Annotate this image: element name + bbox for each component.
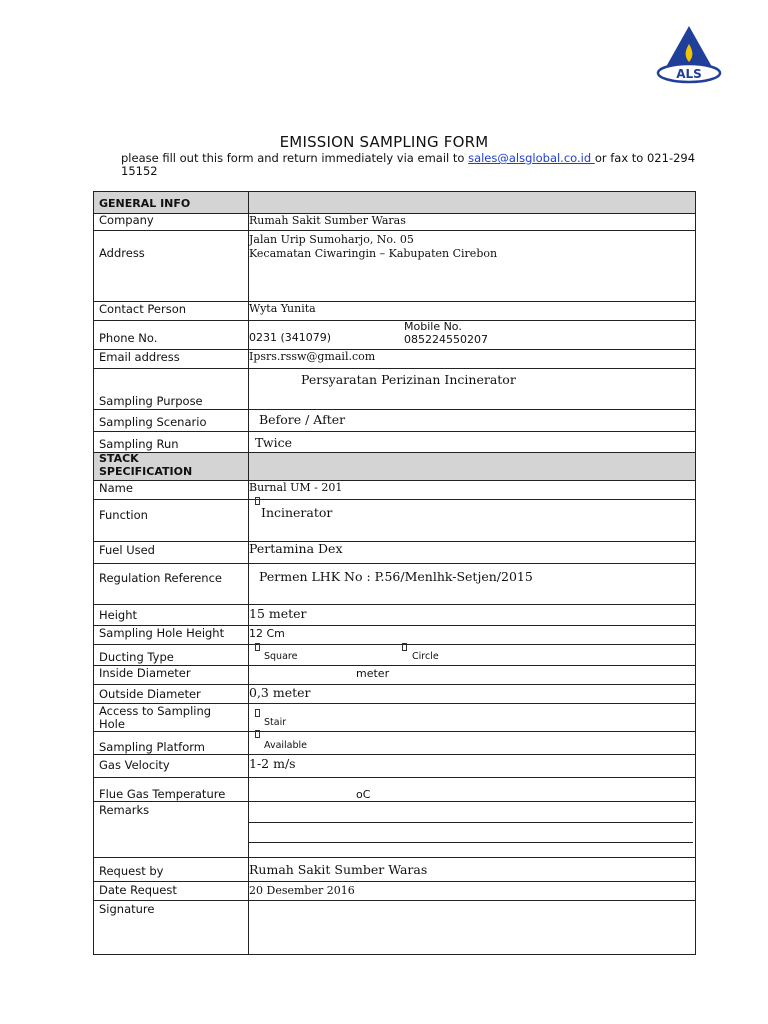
access-value: Stair [264, 717, 287, 728]
height-value[interactable]: 15 meter [249, 606, 307, 621]
sampling-scenario-label: Sampling Scenario [99, 415, 207, 429]
outside-diameter-label: Outside Diameter [99, 687, 201, 701]
platform-available-checkbox[interactable] [255, 730, 260, 738]
logo-text: ALS [676, 67, 702, 81]
inside-diameter-label: Inside Diameter [99, 666, 191, 680]
divider [94, 320, 695, 321]
request-by-value[interactable]: Rumah Sakit Sumber Waras [249, 862, 428, 877]
gas-velocity-label: Gas Velocity [99, 758, 170, 772]
ducting-type-label: Ducting Type [99, 650, 174, 664]
date-request-value[interactable]: 20 Desember 2016 [249, 884, 355, 897]
platform-value: Available [264, 740, 308, 751]
remarks-label: Remarks [99, 803, 150, 817]
divider [94, 230, 695, 231]
ducting-circle-checkbox[interactable] [402, 643, 407, 651]
remarks-line [249, 822, 693, 823]
height-label: Height [99, 608, 138, 622]
ducting-circle-label: Circle [412, 651, 439, 662]
name-label: Name [99, 481, 133, 495]
address-label: Address [99, 246, 145, 260]
divider [94, 563, 695, 564]
divider [94, 409, 695, 410]
intro-after: or fax to 021-294 15152 [121, 151, 696, 178]
sampling-purpose-value[interactable]: Persyaratan Perizinan Incinerator [301, 372, 516, 387]
flue-gas-temp-label: Flue Gas Temperature [99, 787, 226, 801]
date-request-label: Date Request [99, 883, 177, 897]
company-value[interactable]: Rumah Sakit Sumber Waras [249, 214, 406, 227]
divider [94, 480, 695, 481]
regulation-value[interactable]: Permen LHK No : P.56/Menlhk-Setjen/2015 [259, 569, 533, 584]
mobile-value[interactable]: 085224550207 [404, 333, 488, 346]
divider [94, 857, 695, 858]
contact-person-value[interactable]: Wyta Yunita [249, 302, 316, 315]
address-line2[interactable]: Kecamatan Ciwaringin – Kabupaten Cirebon [249, 247, 498, 260]
als-logo [656, 24, 722, 84]
divider [94, 731, 695, 732]
function-value[interactable]: Incinerator [261, 505, 333, 520]
sampling-run-label: Sampling Run [99, 437, 179, 451]
divider [94, 801, 695, 802]
ducting-square-label: Square [264, 651, 298, 662]
divider [94, 754, 695, 755]
divider [94, 777, 695, 778]
gas-velocity-value[interactable]: 1-2 m/s [249, 756, 296, 771]
access-stair-checkbox[interactable] [255, 709, 260, 717]
divider [94, 644, 695, 645]
email-label: Email address [99, 350, 180, 364]
divider [94, 431, 695, 432]
name-value[interactable]: Burnal UM - 201 [249, 481, 343, 494]
divider [94, 349, 695, 350]
sales-email-link[interactable]: sales@alsglobal.co.id [468, 151, 595, 165]
divider [94, 881, 695, 882]
fuel-used-label: Fuel Used [99, 543, 155, 557]
company-label: Company [99, 213, 154, 227]
intro-text [121, 152, 711, 178]
signature-label: Signature [99, 902, 155, 916]
phone-value[interactable]: 0231 (341079) [249, 331, 332, 344]
divider [94, 900, 695, 901]
mobile-label: Mobile No. [404, 320, 462, 333]
hole-height-label: Sampling Hole Height [99, 626, 225, 640]
sampling-form [93, 191, 696, 955]
intro-before: please fill out this form and return immediately via email to [121, 151, 469, 165]
outside-diameter-value[interactable]: 0,3 meter [249, 685, 311, 700]
divider [94, 604, 695, 605]
phone-label: Phone No. [99, 331, 158, 345]
function-label: Function [99, 508, 148, 522]
function-checkbox[interactable] [255, 497, 260, 505]
regulation-label: Regulation Reference [99, 571, 222, 585]
remarks-line [249, 842, 693, 843]
access-label-line1: Access to Sampling [99, 704, 212, 718]
sampling-run-value[interactable]: Twice [255, 435, 292, 450]
stack-header-line1: STACK [99, 452, 139, 465]
fuel-used-value[interactable]: Pertamina Dex [249, 541, 343, 556]
general-info-header: GENERAL INFO [99, 197, 191, 210]
address-line1[interactable]: Jalan Urip Sumoharjo, No. 05 [249, 233, 414, 246]
divider [94, 684, 695, 685]
divider [94, 368, 695, 369]
flue-gas-temp-unit: oC [356, 788, 371, 801]
signature-area[interactable] [250, 902, 693, 952]
sampling-platform-label: Sampling Platform [99, 740, 205, 754]
sampling-scenario-value[interactable]: Before / After [259, 412, 346, 427]
hole-height-value[interactable]: 12 Cm [249, 627, 285, 640]
ducting-square-checkbox[interactable] [255, 643, 260, 651]
stack-header-line2: SPECIFICATION [99, 465, 193, 478]
sampling-purpose-label: Sampling Purpose [99, 394, 203, 408]
access-label-line2: Hole [99, 717, 125, 731]
email-value[interactable]: Ipsrs.rssw@gmail.com [249, 350, 376, 363]
inside-diameter-unit: meter [356, 667, 390, 680]
divider [94, 541, 695, 542]
divider [94, 499, 695, 500]
request-by-label: Request by [99, 864, 164, 878]
contact-person-label: Contact Person [99, 302, 187, 316]
page-title: EMISSION SAMPLING FORM [279, 133, 489, 151]
